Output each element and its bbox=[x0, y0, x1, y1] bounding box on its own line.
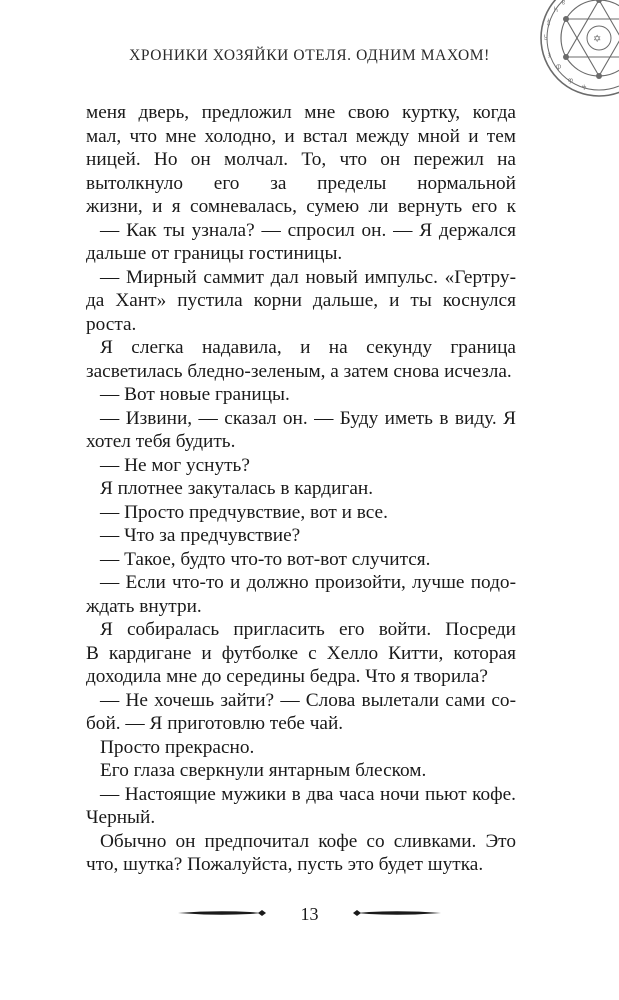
text-line: мал, что мне холодно, и встал между мной и тем bbox=[86, 125, 516, 147]
text-line: ждать внутри. bbox=[86, 595, 202, 617]
svg-text:ჸ: ჸ bbox=[562, 0, 566, 5]
text-line: Я собиралась пригласить его войти. Посреди bbox=[100, 619, 516, 640]
text-line: — Что за предчувствие? bbox=[100, 525, 301, 546]
svg-text:✡: ✡ bbox=[593, 34, 602, 45]
text-line: доходила мне до середины бедра. Что я творила? bbox=[86, 666, 488, 687]
text-line: — Извини, — сказал он. — Буду иметь в виду. Я bbox=[100, 407, 516, 429]
page-footer bbox=[0, 906, 619, 928]
text-line: — Если что-то и должно произойти, лучше подо- bbox=[100, 572, 516, 593]
page-number: 13 bbox=[300, 904, 319, 924]
svg-text:Ⴔ: Ⴔ bbox=[556, 65, 562, 72]
svg-text:Ⴘ: Ⴘ bbox=[544, 35, 548, 42]
text-line: засветилась бледно-зеленым, а затем снова исчезла. bbox=[86, 360, 512, 382]
text-line: хотел тебя будить. bbox=[86, 431, 236, 452]
text-line: — Вот новые границы. bbox=[100, 384, 290, 405]
text-line: — Не мог уснуть? bbox=[100, 454, 250, 476]
text-line: Черный. bbox=[86, 807, 156, 828]
text-line: — Не хочешь зайти? — Слова вылетали сами со- bbox=[100, 689, 516, 711]
text-line: ницей. Но он молчал. То, что он пережил на bbox=[86, 149, 516, 170]
text-line: Просто прекрасно. bbox=[100, 736, 255, 758]
text-line: да Хант» пустила корни дальше, и ты коснулся bbox=[86, 290, 516, 311]
text-line: — Просто предчувствие, вот и все. bbox=[100, 501, 388, 523]
text-line: жизни, и я сомневалась, сумею ли вернуть его к bbox=[86, 196, 516, 217]
text-line: — Мирный саммит дал новый импульс. «Гертру- bbox=[100, 266, 516, 288]
text-line: вытолкнуло его за пределы нормальной bbox=[86, 172, 516, 194]
text-line: Я слегка надавила, и на секунду граница bbox=[100, 337, 516, 358]
text-line: — Такое, будто что-то вот-вот случится. bbox=[100, 548, 431, 570]
text-line: меня дверь, предложил мне свою куртку, когда bbox=[86, 102, 516, 123]
svg-text:ჯ: ჯ bbox=[548, 51, 551, 58]
text-line: — Как ты узнала? — спросил он. — Я держался bbox=[100, 219, 516, 241]
text-line: роста. bbox=[86, 313, 137, 335]
text-line: дальше от границы гостиницы. bbox=[86, 243, 343, 264]
running-header: ХРОНИКИ ХОЗЯЙКИ ОТЕЛЯ. ОДНИМ МАХОМ! bbox=[129, 47, 490, 64]
text-line: Обычно он предпочитал кофе со сливками. Это bbox=[100, 830, 516, 852]
svg-text:ჭ: ჭ bbox=[547, 19, 551, 26]
text-line: что, шутка? Пожалуйста, пусть это будет шутка. bbox=[86, 854, 484, 875]
text-line: Его глаза сверкнули янтарным блеском. bbox=[100, 760, 427, 781]
svg-text:Ⴕ: Ⴕ bbox=[582, 85, 587, 92]
text-line: В кардигане и футболке с Хелло Китти, которая bbox=[86, 642, 516, 664]
svg-text:ჶ: ჶ bbox=[568, 77, 573, 84]
text-line: Я плотнее закуталась в кардиган. bbox=[100, 478, 374, 499]
body-text bbox=[86, 101, 516, 877]
svg-text:Ⴙ: Ⴙ bbox=[554, 7, 558, 14]
text-line: бой. — Я приготовлю тебе чай. bbox=[86, 713, 344, 734]
text-line: — Настоящие мужики в два часа ночи пьют кофе. bbox=[100, 783, 516, 805]
